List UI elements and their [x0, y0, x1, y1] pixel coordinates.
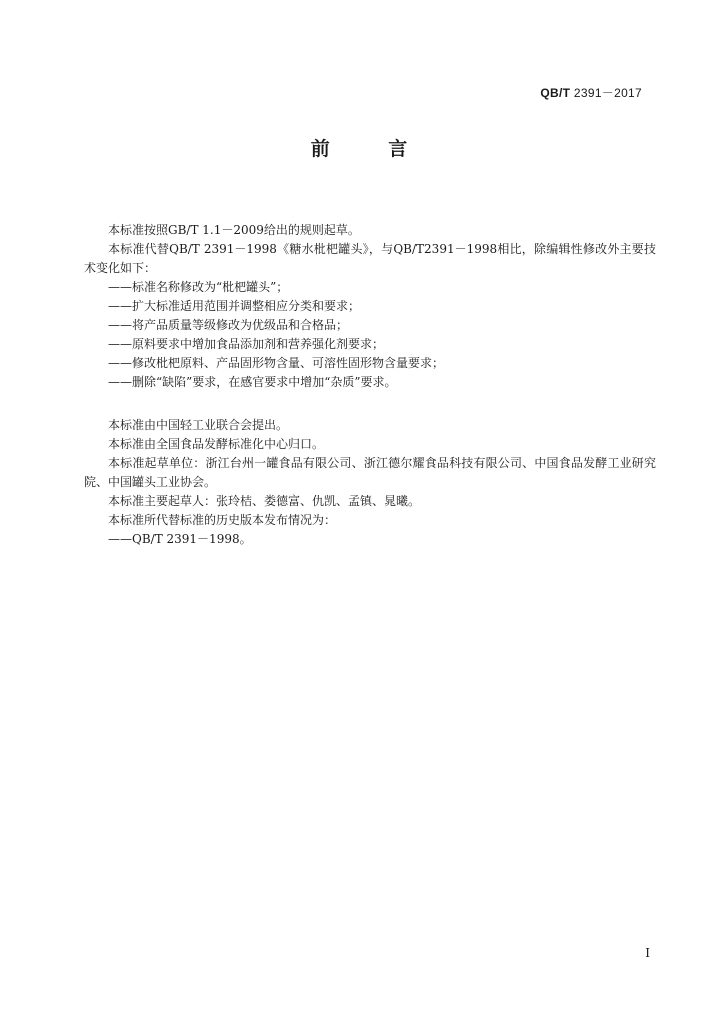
standard-code [540, 84, 642, 101]
paragraph-history: 本标准所代替标准的历史版本发布情况为： [108, 513, 337, 527]
list-item: ——标准名称修改为“枇杷罐头”； [108, 280, 289, 294]
paragraph-drafting-units: 本标准起草单位：浙江台州一罐食品有限公司、浙江德尔耀食品科技有限公司、中国食品发酵工业研究院、中国罐头工业协会。 [84, 456, 656, 489]
paragraph-replacement: 本标准代替QB/T 2391－1998《糖水枇杷罐头》，与QB/T2391－1998相比，除编辑性修改外主要技术变化如下： [84, 242, 656, 275]
section-changes [84, 221, 656, 392]
paragraph-drafters: 本标准主要起草人：张玲桔、娄德富、仇凯、孟镇、晁曦。 [108, 494, 421, 508]
paragraph-proposer: 本标准由中国轻工业联合会提出。 [108, 418, 289, 432]
list-item: ——扩大标准适用范围并调整相应分类和要求； [108, 299, 361, 313]
standard-code-number: 2391－2017 [573, 86, 642, 100]
list-item: ——修改枇杷原料、产品固形物含量、可溶性固形物含量要求； [108, 356, 445, 370]
page-number: I [645, 946, 650, 960]
standard-code-prefix: QB/T [540, 86, 571, 100]
paragraph-centralized: 本标准由全国食品发酵标准化中心归口。 [108, 437, 325, 451]
paragraph-drafting-rule: 本标准按照GB/T 1.1－2009给出的规则起草。 [108, 223, 360, 237]
page-title: 前 言 [310, 138, 434, 160]
list-item: ——QB/T 2391－1998。 [108, 532, 252, 546]
list-item: ——原料要求中增加食品添加剂和营养强化剂要求； [108, 337, 385, 351]
list-item: ——将产品质量等级修改为优级品和合格品； [108, 318, 349, 332]
section-credits [84, 416, 656, 549]
list-item: ——删除“缺陷”要求，在感官要求中增加“杂质”要求。 [108, 375, 397, 389]
